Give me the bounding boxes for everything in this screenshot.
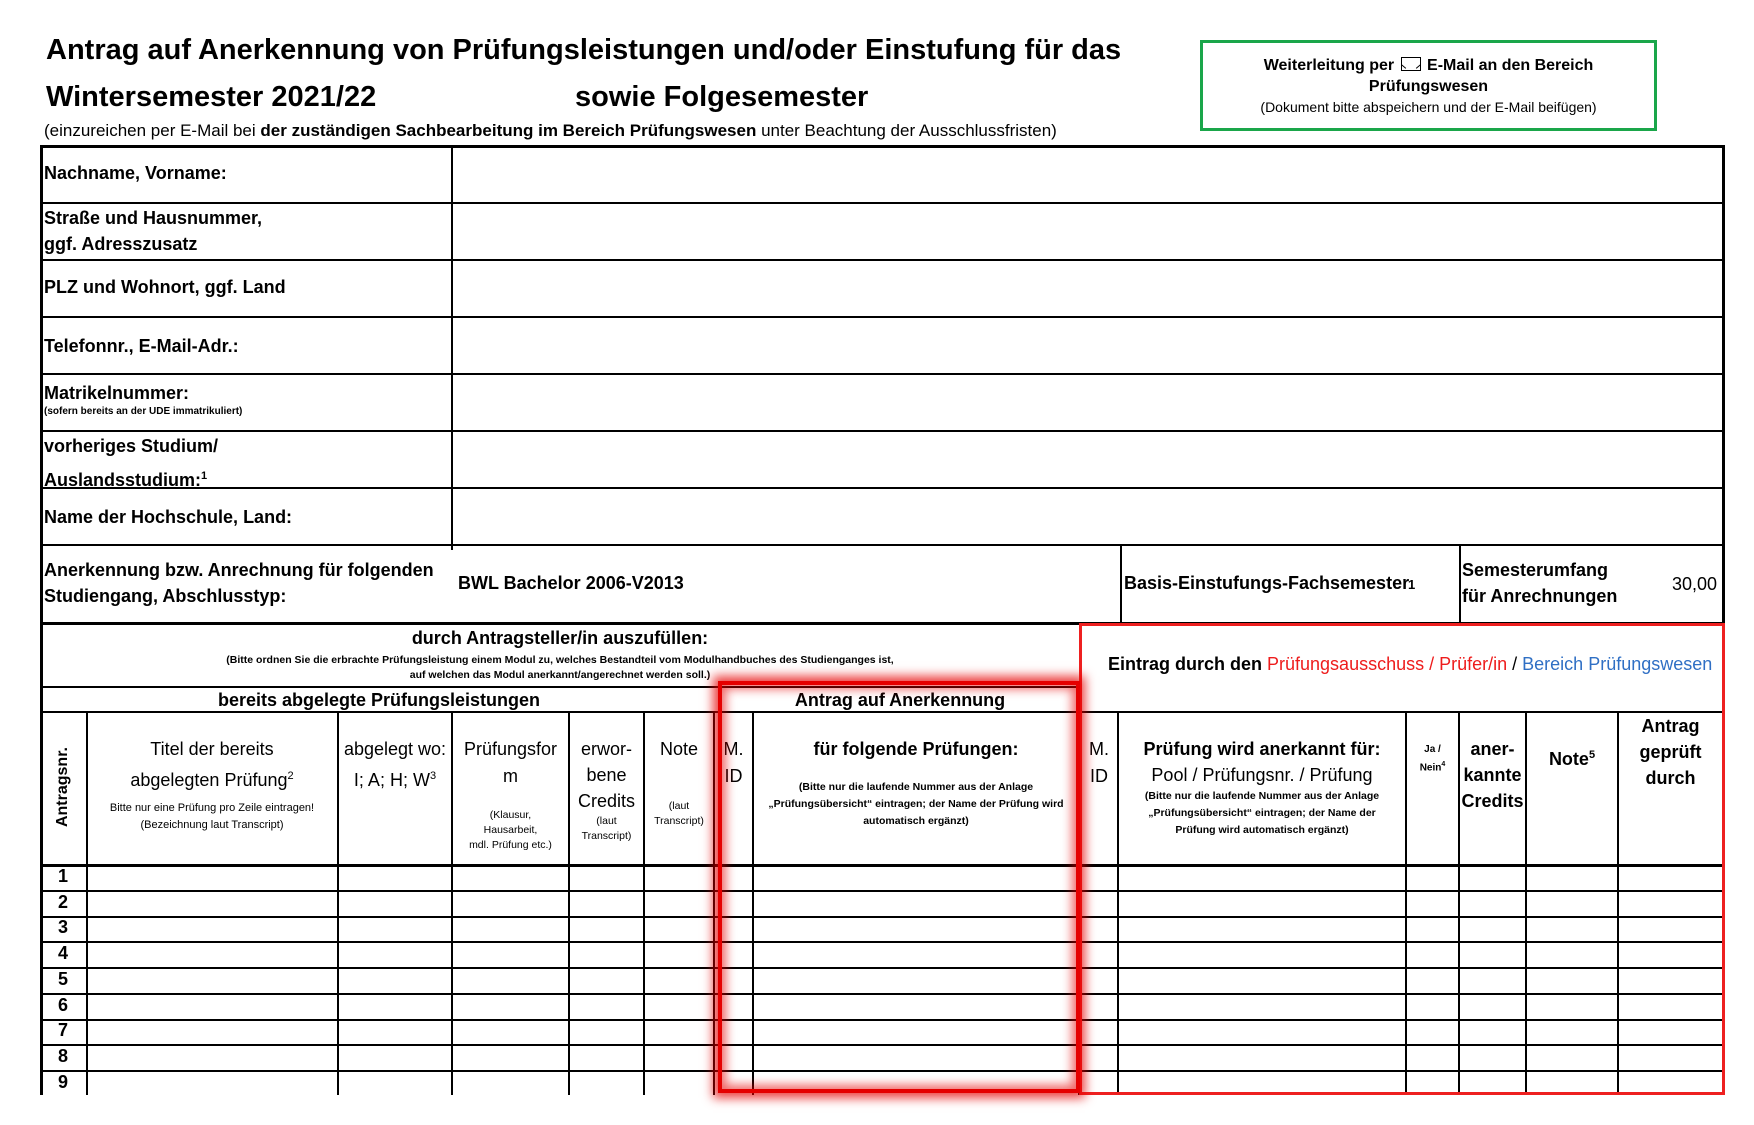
committee-title-sep: /: [1507, 654, 1523, 674]
group-completed-exams: bereits abgelegte Prüfungsleistungen: [217, 690, 541, 710]
col-yes-no-line1: Ja /: [1424, 744, 1441, 755]
footnote-1: 1: [201, 470, 208, 482]
col-grade-note1: (laut: [668, 800, 690, 812]
school-field[interactable]: [455, 489, 1720, 543]
col-exam-title-note1: Bitte nur eine Prüfung pro Zeile eintragen!: [109, 802, 315, 814]
program-label-line2: Studiengang, Abschlusstyp:: [44, 586, 287, 606]
col-recognized-for-note2: „Prüfungsübersicht“ eintragen; der Name der: [1148, 807, 1376, 819]
mailbox-text-pre: Weiterleitung per: [1263, 57, 1395, 74]
col-checked-by-line3: durch: [1645, 768, 1696, 788]
semester-title-suffix: sowie Folgesemester: [575, 81, 869, 113]
applicant-section-note-1: (Bitte ordnen Sie die erbrachte Prüfungsleistung einem Modul zu, welches Bestandteil vom Modulhandbuches des Studienganges ist,: [226, 654, 894, 666]
col-grade-label: Note: [659, 739, 699, 759]
col-exam-title: [88, 736, 336, 833]
col-recognized-credits-line3: Credits: [1461, 791, 1524, 811]
table-border-right: [1722, 145, 1725, 625]
col-grade-note2: Transcript): [654, 815, 704, 827]
street-label: [44, 205, 262, 257]
col-taken-where: [339, 736, 451, 794]
matrikel-note: (sofern bereits an der UDE immatrikuliert): [44, 406, 243, 417]
row-number: 4: [57, 943, 68, 963]
row-number: 9: [57, 1072, 68, 1092]
phone-label: Telefonnr., E-Mail-Adr.:: [44, 336, 239, 356]
submission-note-post: unter Beachtung der Ausschlussfristen): [756, 121, 1057, 140]
semester-title: Wintersemester 2021/22: [46, 81, 377, 113]
col-following-exams-note1: (Bitte nur die laufende Nummer aus der Anlage: [798, 781, 1034, 793]
col-exam-title-line1: Titel der bereits: [150, 739, 274, 759]
row-number: 5: [57, 969, 68, 989]
col-exam-form-note3: mdl. Prüfung etc.): [469, 839, 552, 851]
semester-scope-value: 30,00: [1672, 574, 1718, 594]
col-grade-committee-label: Note: [1548, 749, 1589, 769]
previous-study-field[interactable]: [455, 432, 1720, 486]
matrikel-label-text: Matrikelnummer:: [44, 383, 190, 403]
col-recognized-for-line1: Prüfung wird anerkannt für:: [1143, 739, 1381, 759]
name-field[interactable]: [455, 148, 1720, 201]
committee-section-box: [1079, 623, 1725, 1095]
col-earned-credits-line3: Credits: [577, 791, 635, 811]
col-following-exams-note2: „Prüfungsübersicht“ eintragen; der Name der Prüfung wird: [768, 798, 1064, 810]
row-number: 8: [57, 1046, 68, 1066]
cell-divider: [1120, 544, 1122, 622]
col-exam-form-note1: (Klausur,: [489, 809, 532, 821]
mailbox-text-note: (Dokument bitte abspeichern und der E-Mail beifügen): [1260, 99, 1597, 115]
matrikel-field[interactable]: [455, 375, 1720, 429]
col-grade: [645, 736, 713, 829]
col-exam-title-line2a: abgelegten: [130, 770, 225, 790]
col-module-id-line2: ID: [724, 766, 743, 786]
col-recognized-credits-line1: aner-: [1470, 739, 1515, 759]
semester-scope-line2: für Anrechnungen: [1462, 586, 1618, 606]
school-label: Name der Hochschule, Land:: [44, 507, 293, 527]
col-module-id-committee-line2: ID: [1090, 766, 1108, 786]
semester-scope-line1: Semesterumfang: [1462, 560, 1609, 580]
program-value[interactable]: BWL Bachelor 2006-V2013: [458, 573, 684, 593]
committee-title-pre: Eintrag durch den: [1108, 654, 1268, 674]
submission-note: [44, 121, 1057, 141]
street-label-line2: ggf. Adresszusatz: [44, 234, 198, 254]
mailbox-text-post: E-Mail an den Bereich: [1427, 57, 1594, 74]
col-recognized-for-note3: Prüfung wird automatisch ergänzt): [1175, 824, 1349, 836]
row-divider: [40, 544, 1725, 546]
col-checked-by-text1: Antrag: [1641, 716, 1700, 736]
col-exam-form-line2: m: [503, 766, 518, 786]
submission-note-bold: der zuständigen Sachbearbeitung im Bereich Prüfungswesen: [260, 121, 757, 140]
footnote-5: 5: [1588, 749, 1596, 761]
street-label-line1: Straße und Hausnummer,: [44, 208, 263, 228]
plz-field[interactable]: [455, 261, 1720, 315]
col-exam-title-line2b: Prüfung: [224, 770, 288, 790]
semester-scope-label: [1462, 557, 1617, 609]
col-exam-form: [453, 736, 568, 853]
footnote-3: 3: [429, 770, 437, 782]
col-yes-no-line2: Nein: [1419, 762, 1442, 774]
row-number: 7: [57, 1020, 68, 1040]
footnote-4: 4: [1441, 761, 1446, 768]
col-exam-form-line1: Prüfungsfor: [463, 739, 558, 759]
col-recognized-for-line2: Pool / Prüfungsnr. / Prüfung: [1151, 765, 1373, 785]
footnote-2: 2: [287, 770, 294, 782]
applicant-section-note-2: auf welchen das Modul anerkannt/angerechnet werden soll.): [409, 669, 711, 681]
basis-label: Basis-Einstufungs-Fachsemester: [1124, 573, 1410, 593]
program-label: [44, 557, 434, 609]
cell-divider: [1459, 544, 1461, 622]
col-exam-title-note2: (Bezeichnung laut Transcript): [140, 819, 284, 831]
label-divider: [451, 145, 453, 550]
col-following-exams-label: für folgende Prüfungen:: [813, 739, 1019, 759]
program-label-line1: Anerkennung bzw. Anrechnung für folgenden: [44, 560, 434, 580]
applicant-section-title: durch Antragsteller/in auszufüllen:: [411, 628, 709, 648]
plz-label: PLZ und Wohnort, ggf. Land: [44, 277, 286, 297]
envelope-icon: [1401, 57, 1421, 71]
col-taken-where-line1: abgelegt wo:: [343, 739, 447, 759]
previous-study-line1: vorheriges Studium/: [44, 436, 219, 456]
previous-study-label: [44, 431, 218, 495]
col-earned-credits-line2: bene: [586, 765, 627, 785]
col-following-exams-note3: automatisch ergänzt): [863, 815, 969, 827]
committee-title-red: Prüfungsausschuss / Prüfer/in: [1267, 654, 1508, 674]
highlight-recognition-columns: [718, 681, 1080, 1093]
submission-note-pre: (einzureichen per E-Mail bei: [44, 121, 261, 140]
email-forward-button[interactable]: [1200, 40, 1657, 131]
col-earned-credits-line1: erwor-: [580, 739, 632, 759]
col-checked-by-line2: geprüft: [1639, 742, 1702, 762]
street-field[interactable]: [455, 204, 1720, 258]
col-exam-form-note2: Hausarbeit,: [483, 824, 538, 836]
row-number: 3: [57, 917, 68, 937]
row-number: 6: [57, 995, 68, 1015]
col-earned-credits-note1: (laut: [596, 815, 617, 827]
row-number: 1: [57, 866, 68, 886]
col-taken-where-line2: I; A; H; W: [353, 770, 430, 790]
matrikel-label: [44, 380, 242, 418]
col-antragsnr: Antragsnr.: [54, 747, 71, 828]
page-title: Antrag auf Anerkennung von Prüfungsleistungen und/oder Einstufung für das: [46, 34, 1122, 66]
col-recognized-for-note1: (Bitte nur die laufende Nummer aus der Anlage: [1144, 790, 1380, 802]
group-recognition-request: Antrag auf Anerkennung: [794, 690, 1006, 710]
col-earned-credits-note2: Transcript): [581, 830, 632, 842]
col-recognized-credits-line2: kannte: [1463, 765, 1522, 785]
basis-value[interactable]: 1: [1408, 577, 1416, 592]
col-module-id-line1: M.: [723, 739, 744, 759]
col-earned-credits: [570, 736, 643, 844]
committee-title-blue: Bereich Prüfungswesen: [1522, 654, 1713, 674]
name-label: Nachname, Vorname:: [44, 163, 227, 183]
phone-field[interactable]: [455, 318, 1720, 372]
previous-study-line2: Auslandsstudium:: [44, 470, 202, 490]
col-module-id-committee-line1: M.: [1089, 739, 1109, 759]
row-number: 2: [57, 892, 68, 912]
mailbox-text-line2: Prüfungswesen: [1368, 78, 1489, 95]
